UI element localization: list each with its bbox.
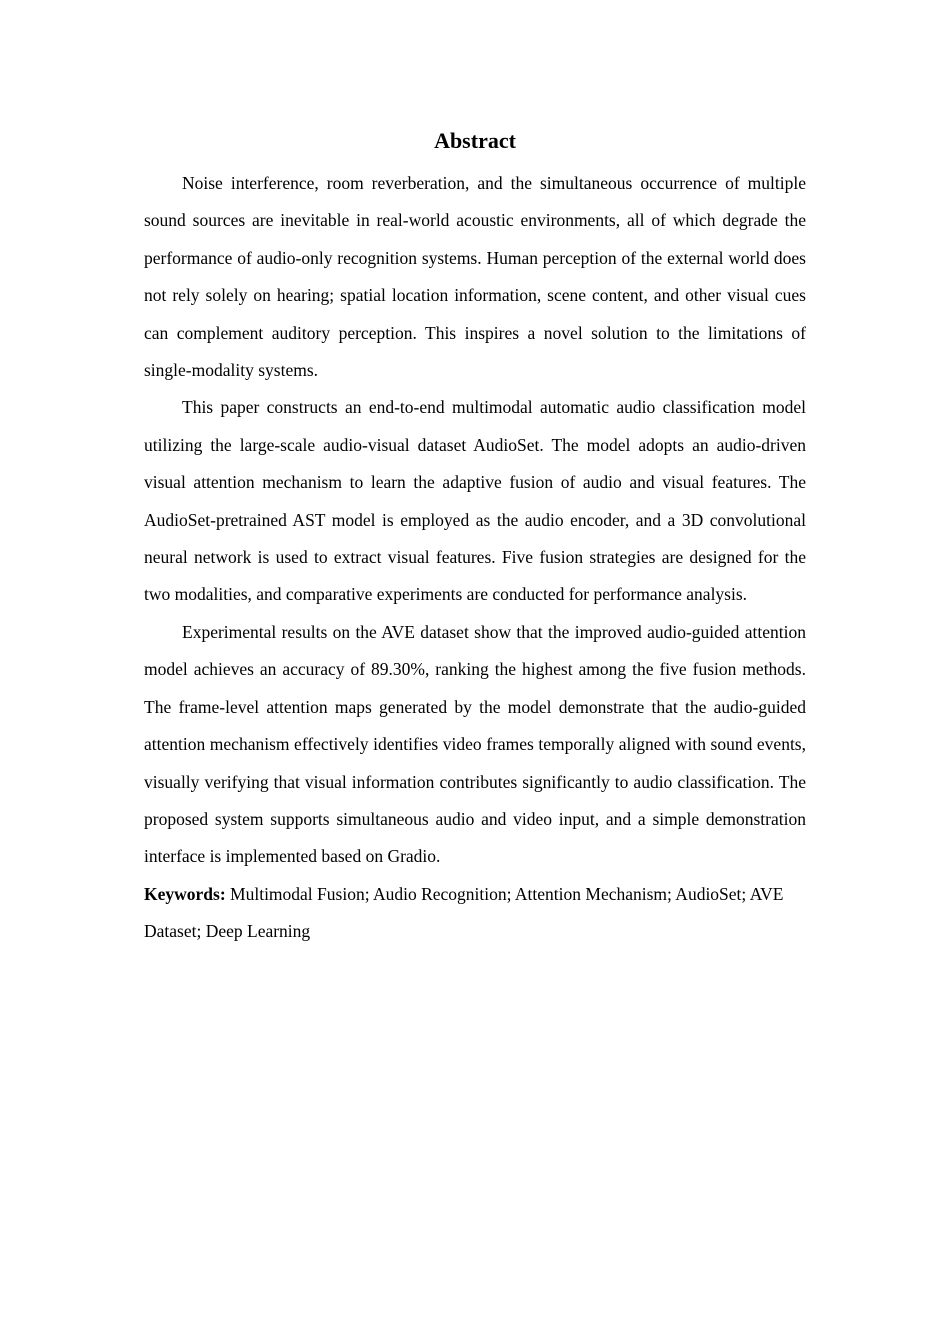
abstract-body [144, 165, 806, 951]
abstract-paragraph-1: Noise interference, room reverberation, and the simultaneous occurrence of multiple sound sources are inevitable in real-world acoustic environments, all of which degrade the performance of audio-only recognition systems. Human perception of the external world does not rely solely on hearing; spatial location information, scene content, and other visual cues can complement auditory perception. This inspires a novel solution to the limitations of single-modality systems. [144, 173, 806, 381]
abstract-paragraph-3: Experimental results on the AVE dataset show that the improved audio-guided attention model achieves an accuracy of 89.30%, ranking the highest among the five fusion methods. The frame-level attention maps generated by the model demonstrate that the audio-guided attention mechanism effectively identifies video frames temporally aligned with sound events, visually verifying that visual information contributes significantly to audio classification. The proposed system supports simultaneous audio and video input, and a simple demonstration interface is implemented based on Gradio. [144, 621, 806, 867]
abstract-paragraph-2: This paper constructs an end-to-end multimodal automatic audio classification model utilizing the large-scale audio-visual dataset AudioSet. The model adopts an audio-driven visual attention mechanism to learn the adaptive fusion of audio and visual features. The AudioSet-pretrained AST model is employed as the audio encoder, and a 3D convolutional neural network is used to extract visual features. Five fusion strategies are designed for the two modalities, and comparative experiments are conducted for performance analysis. [144, 397, 806, 605]
keywords-line [144, 876, 806, 951]
keywords-label: Keywords: [144, 883, 226, 904]
keywords-list: Multimodal Fusion; Audio Recognition; Attention Mechanism; AudioSet; AVE Dataset; Deep Learning [144, 883, 784, 942]
abstract-title: Abstract [434, 128, 516, 153]
